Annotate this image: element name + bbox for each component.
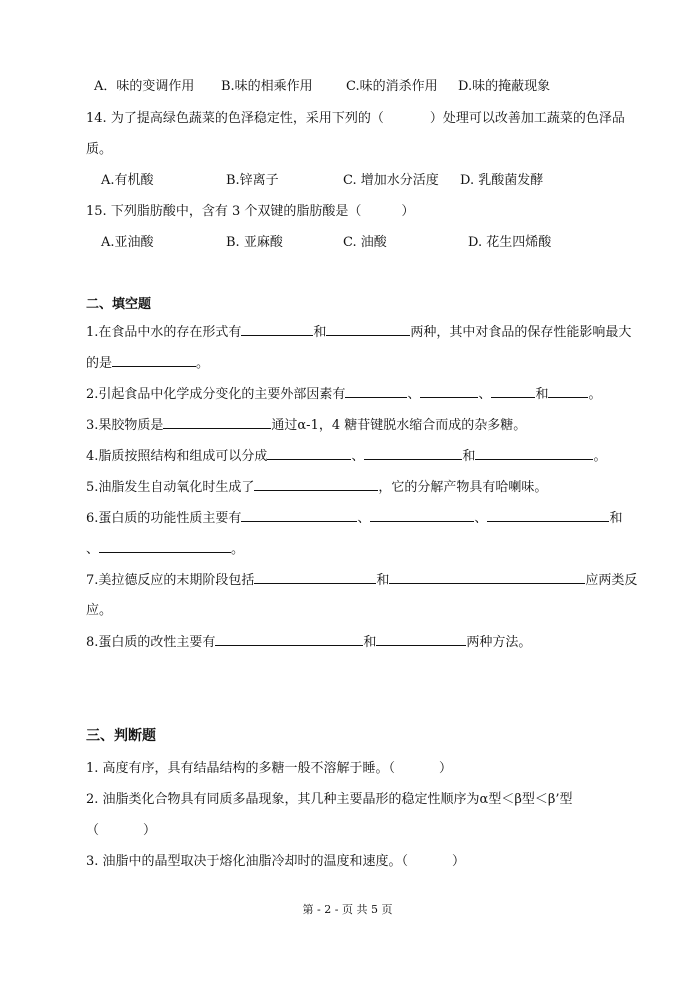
s2-q3-text-2: 通过α-1，4 糖苷键脱水缩合而成的杂多糖。 [271, 418, 527, 433]
s2-q5-blank-1[interactable] [254, 478, 378, 491]
s2-q4-sep-2: 和 [462, 449, 476, 464]
s2-q7-text: 7.美拉德反应的末期阶段包括 [86, 573, 255, 588]
q14-continuation: 质。 [86, 142, 113, 157]
s2-q6-end: 。 [231, 542, 245, 557]
s2-q2-end: 。 [588, 387, 602, 402]
s2-q1-blank-2[interactable] [326, 323, 410, 336]
s3-q3-text: 3. 油脂中的晶型取决于熔化油脂冷却时的温度和速度。（ [86, 854, 409, 869]
q15-number: 15. [86, 204, 107, 219]
s2-q7-line1 [86, 571, 637, 590]
s2-q1-text-2: 两种，其中对食品的保存性能影响最大 [410, 325, 632, 340]
q14-option-c: C. 增加水分活度 [343, 173, 439, 188]
s2-q8-sep-1: 和 [363, 635, 377, 650]
q13-option-b: B.味的相乘作用 [221, 79, 313, 94]
s2-q6-sep-2: 、 [474, 511, 488, 526]
s2-q3 [86, 416, 526, 435]
q15-question [86, 203, 414, 221]
s3-q2-paren-open: （ [86, 823, 100, 838]
s2-q6-text: 6.蛋白质的功能性质主要有 [86, 511, 242, 526]
q14-option-a: A.有机酸 [101, 173, 154, 188]
q15-option-c: C. 油酸 [343, 235, 387, 250]
s2-q5-text-2: ，它的分解产物具有哈喇味。 [378, 480, 548, 495]
page-footer: 第 - 2 - 页 共 5 页 [302, 903, 393, 916]
s2-q8 [86, 633, 531, 652]
s2-q2-sep-3: 和 [535, 387, 549, 402]
q15-text-after: ） [401, 204, 415, 219]
s2-q2-blank-4[interactable] [548, 385, 588, 398]
s2-q6-blank-4[interactable] [99, 540, 231, 553]
s3-q1-close: ） [439, 761, 453, 776]
s2-q4-blank-2[interactable] [364, 447, 462, 460]
q14-text-before: 为了提高绿色蔬菜的色泽稳定性，采用下列的（ [110, 111, 384, 126]
s3-q3-close: ） [452, 854, 466, 869]
s2-q1-blank-3[interactable] [112, 354, 196, 367]
s2-q6-blank-2[interactable] [370, 509, 474, 522]
s2-q2-sep-2: 、 [478, 387, 492, 402]
q14-text-after: ）处理可以改善加工蔬菜的色泽品 [429, 111, 625, 126]
s2-q8-blank-2[interactable] [376, 633, 466, 646]
s2-q8-text-2: 两种方法。 [466, 635, 532, 650]
s2-q2 [86, 385, 601, 404]
q15-option-d: D. 花生四烯酸 [468, 235, 552, 250]
s3-q2-text: 2. 油脂类化合物具有同质多晶现象，其几种主要晶形的稳定性顺序为α型＜β型＜β’型 [86, 792, 573, 807]
q14-option-d: D. 乳酸菌发酵 [460, 173, 544, 188]
s2-q6-sep-3: 和 [609, 511, 623, 526]
s2-q1-line1 [86, 323, 631, 342]
s2-q1-end: 。 [196, 356, 210, 371]
q15-option-a: A.亚油酸 [101, 235, 154, 250]
s2-q7-blank-1[interactable] [254, 571, 376, 584]
s2-q7-blank-2[interactable] [389, 571, 585, 584]
s2-q2-blank-2[interactable] [420, 385, 478, 398]
s2-q1-line2 [86, 354, 209, 373]
s3-q1 [86, 760, 452, 778]
q13-option-d: D.味的掩蔽现象 [458, 79, 551, 94]
s2-q6-line1 [86, 509, 622, 528]
s2-q4-end: 。 [593, 449, 607, 464]
s2-q6-sep-1: 、 [357, 511, 371, 526]
s2-q4-text: 4.脂质按照结构和组成可以分成 [86, 449, 268, 464]
section2-title: 二、填空题 [86, 297, 152, 312]
s3-q3 [86, 853, 465, 871]
q15-text-before: 下列脂肪酸中，含有 3 个双键的脂肪酸是（ [110, 204, 362, 219]
s2-q2-text: 2.引起食品中化学成分变化的主要外部因素有 [86, 387, 346, 402]
q13-option-c: C.味的消杀作用 [346, 79, 438, 94]
s2-q1-text: 1.在食品中水的存在形式有 [86, 325, 242, 340]
q14-number: 14. [86, 111, 107, 126]
s3-q2-line1 [86, 791, 572, 809]
s3-q1-text: 1. 高度有序，具有结晶结构的多糖一般不溶解于睡。（ [86, 761, 396, 776]
s2-q2-blank-3[interactable] [491, 385, 535, 398]
s2-q4-blank-3[interactable] [475, 447, 593, 460]
s2-q2-sep-1: 、 [407, 387, 421, 402]
s3-q2-paren-close: ） [143, 823, 157, 838]
s2-q8-text: 8.蛋白质的改性主要有 [86, 635, 216, 650]
q14-option-b: B.锌离子 [226, 173, 279, 188]
s2-q3-blank-1[interactable] [163, 416, 271, 429]
section3-title: 三、判断题 [86, 728, 156, 744]
s2-q6-blank-3[interactable] [487, 509, 609, 522]
s2-q3-text: 3.果胶物质是 [86, 418, 164, 433]
s2-q6-line2 [86, 540, 244, 559]
q15-option-b: B. 亚麻酸 [226, 235, 283, 250]
s2-q7-line2: 应。 [86, 603, 113, 618]
q13-option-a: A．味的变调作用 [94, 79, 195, 94]
s2-q5 [86, 478, 547, 497]
s2-q1-blank-1[interactable] [241, 323, 313, 336]
s2-q2-blank-1[interactable] [345, 385, 407, 398]
s2-q4-blank-1[interactable] [267, 447, 351, 460]
s2-q6-text-2: 、 [86, 542, 100, 557]
q14-question [86, 110, 625, 128]
s2-q4-sep-1: 、 [351, 449, 365, 464]
s2-q6-blank-1[interactable] [241, 509, 357, 522]
s2-q8-blank-1[interactable] [215, 633, 363, 646]
s2-q1-text-3: 的是 [86, 356, 113, 371]
s2-q7-text-2: 应两类反 [585, 573, 638, 588]
s2-q1-sep: 和 [313, 325, 327, 340]
s3-q2-line2 [86, 822, 156, 840]
s2-q5-text: 5.油脂发生自动氧化时生成了 [86, 480, 255, 495]
s2-q7-sep-1: 和 [376, 573, 390, 588]
s2-q4 [86, 447, 606, 466]
